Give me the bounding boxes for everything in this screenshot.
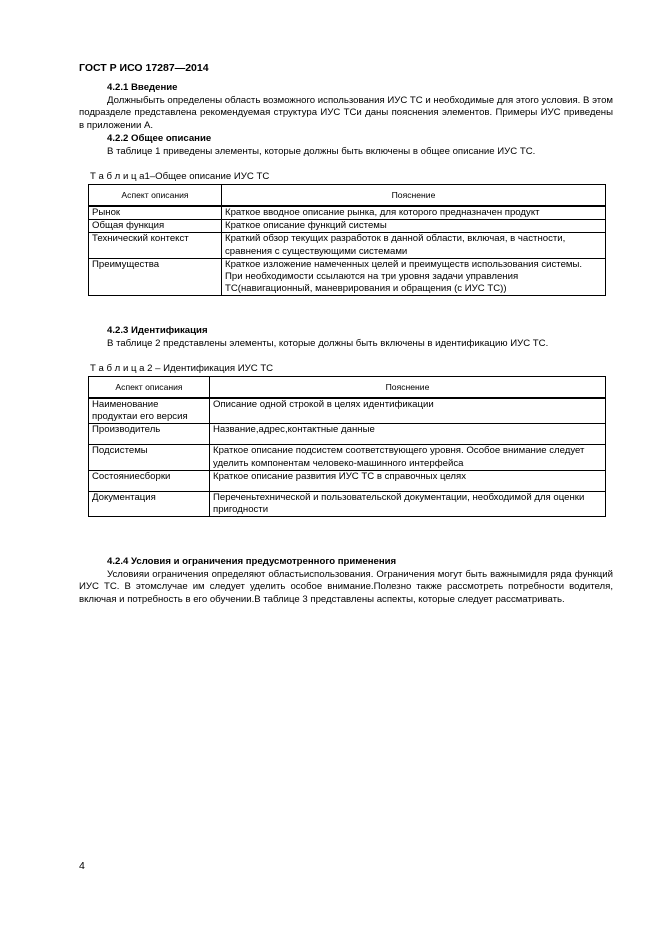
table-row bbox=[89, 398, 606, 424]
table2-header-row bbox=[89, 377, 606, 399]
table-row bbox=[89, 220, 606, 233]
section-4-2-2-text: В таблице 1 приведены элементы, которые должны быть включены в общее описание ИУС ТС. bbox=[107, 146, 536, 157]
table-row bbox=[89, 206, 606, 220]
table1-cell: Краткое изложение намеченных целей и преимуществ использования системы. При необходимости ссылаются на три уровня задачи управления ТС(навигационный, маневрирования и обращения (с ИУС ТС)) bbox=[222, 258, 606, 296]
table-row bbox=[89, 470, 606, 491]
table1-caption: Т а б л и ц а1–Общее описание ИУС ТС bbox=[90, 171, 270, 182]
table1-cell: Краткое вводное описание рынка, для которого предназначен продукт bbox=[222, 206, 606, 220]
table1-cell: Технический контекст bbox=[89, 233, 222, 258]
table2-cell: Переченьтехнической и пользовательской документации, необходимой для оценки пригодности bbox=[210, 491, 606, 516]
section-4-2-1-text: Должныбыть определены область возможного использования ИУС ТС и необходимые для этого условия. В этом подразделе представлена рекомендуемая структура ИУС ТСи даны пояснения элементов. Примеры ИУС приведены в приложении А. bbox=[79, 95, 613, 131]
table1-cell: Краткое описание функций системы bbox=[222, 220, 606, 233]
table2-cell: Подсистемы bbox=[89, 445, 210, 470]
section-4-2-1-title: 4.2.1 Введение bbox=[107, 82, 178, 93]
table2-header-explanation: Пояснение bbox=[210, 377, 606, 399]
table2-cell: Краткое описание развития ИУС ТС в справочных целях bbox=[210, 470, 606, 491]
table2-cell: Название,адрес,контактные данные bbox=[210, 424, 606, 445]
table1-header-aspect: Аспект описания bbox=[89, 185, 222, 207]
page-number: 4 bbox=[79, 860, 85, 872]
section-4-2-4-title: 4.2.4 Условия и ограничения предусмотренного применения bbox=[107, 556, 397, 567]
table1-cell: Общая функция bbox=[89, 220, 222, 233]
table2-cell: Краткое описание подсистем соответствующего уровня. Особое внимание следует уделить компонентам человеко-машинного интерфейса bbox=[210, 445, 606, 470]
table2-caption: Т а б л и ц а 2 – Идентификация ИУС ТС bbox=[90, 363, 274, 374]
table1-header-explanation: Пояснение bbox=[222, 185, 606, 207]
table1-cell: Краткий обзор текущих разработок в данной области, включая, в частности, сравнения с существующими системами bbox=[222, 233, 606, 258]
table-row bbox=[89, 258, 606, 296]
table2-header-aspect: Аспект описания bbox=[89, 377, 210, 399]
table1-cell: Преимущества bbox=[89, 258, 222, 296]
table1-header-row bbox=[89, 185, 606, 207]
table-row bbox=[89, 445, 606, 470]
table1 bbox=[88, 184, 606, 296]
table2-cell: Документация bbox=[89, 491, 210, 516]
section-4-2-3-text: В таблице 2 представлены элементы, которые должны быть включены в идентификацию ИУС ТС. bbox=[107, 338, 549, 349]
table2-cell: Описание одной строкой в целях идентификации bbox=[210, 398, 606, 424]
table-row bbox=[89, 233, 606, 258]
table2-cell: Наименование продуктаи его версия bbox=[89, 398, 210, 424]
document-header: ГОСТ Р ИСО 17287—2014 bbox=[79, 62, 209, 74]
section-4-2-2-title: 4.2.2 Общее описание bbox=[107, 133, 212, 144]
table2 bbox=[88, 376, 606, 517]
table-row bbox=[89, 491, 606, 516]
section-4-2-4-text: Условияи ограничения определяют областьиспользования. Ограничения могут быть важнымидля ряда функций ИУС ТС. В этомслучае им следует уделить особое внимание.Полезно также рассмотреть потребности водителя, включая и потребность в его обучении.В таблице 3 представлены аспекты, которые следует рассматривать. bbox=[79, 569, 613, 605]
table2-cell: Производитель bbox=[89, 424, 210, 445]
section-4-2-3-title: 4.2.3 Идентификация bbox=[107, 325, 208, 336]
table2-cell: Состояниесборки bbox=[89, 470, 210, 491]
table-row bbox=[89, 424, 606, 445]
table1-cell: Рынок bbox=[89, 206, 222, 220]
